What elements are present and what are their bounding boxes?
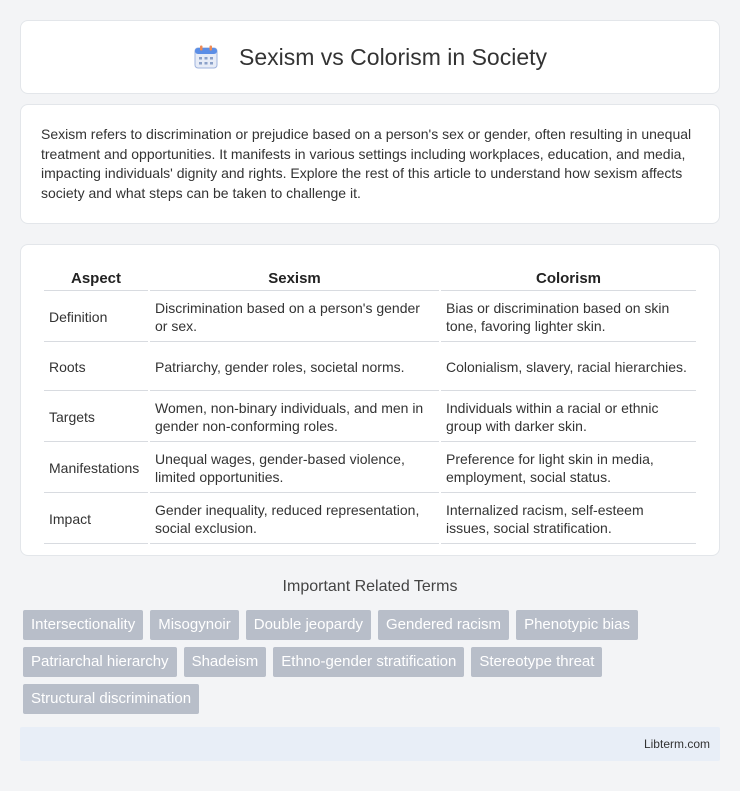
row-aspect: Impact: [44, 495, 148, 544]
related-term-tag[interactable]: Shadeism: [184, 647, 267, 677]
header-card: [20, 20, 720, 94]
page-title: Sexism vs Colorism in Society: [238, 43, 548, 70]
calendar-icon: [193, 44, 219, 70]
related-term-tag[interactable]: Gendered racism: [378, 610, 509, 640]
related-term-tag[interactable]: Misogynoir: [150, 610, 239, 640]
row-aspect: Roots: [44, 344, 148, 391]
column-header-colorism: Colorism: [441, 267, 696, 291]
related-term-tag[interactable]: Structural discrimination: [23, 684, 199, 714]
row-colorism: Colonialism, slavery, racial hierarchies.: [441, 344, 696, 391]
row-aspect: Targets: [44, 393, 148, 442]
column-header-aspect: Aspect: [44, 267, 148, 291]
related-term-tag[interactable]: Intersectionality: [23, 610, 143, 640]
row-colorism: Preference for light skin in media, employment, social status.: [441, 444, 696, 493]
related-terms-title: Important Related Terms: [282, 578, 458, 595]
table-row: [44, 293, 696, 342]
row-aspect: Manifestations: [44, 444, 148, 493]
related-term-tag[interactable]: Ethno-gender stratification: [273, 647, 464, 677]
row-sexism: Women, non-binary individuals, and men in gender non-conforming roles.: [150, 393, 439, 442]
comparison-table-card: [20, 244, 720, 556]
row-colorism: Individuals within a racial or ethnic group with darker skin.: [441, 393, 696, 442]
intro-text: Sexism refers to discrimination or prejudice based on a person's sex or gender, often resulting in unequal treatment and opportunities. It manifests in various settings including workplaces, education, and media, impacting individuals' dignity and rights. Explore the rest of this article to understand how sexism affects society and what steps can be taken to challenge it.: [41, 126, 692, 201]
row-sexism: Discrimination based on a person's gender or sex.: [150, 293, 439, 342]
footer: [20, 727, 720, 761]
table-row: [44, 495, 696, 544]
column-header-sexism: Sexism: [150, 267, 439, 291]
related-term-tag[interactable]: Phenotypic bias: [516, 610, 638, 640]
table-row: [44, 344, 696, 391]
row-sexism: Unequal wages, gender-based violence, limited opportunities.: [150, 444, 439, 493]
related-term-tag[interactable]: Patriarchal hierarchy: [23, 647, 177, 677]
row-colorism: Bias or discrimination based on skin tone, favoring lighter skin.: [441, 293, 696, 342]
related-term-tag[interactable]: Double jeopardy: [246, 610, 371, 640]
related-term-tag[interactable]: Stereotype threat: [471, 647, 602, 677]
row-colorism: Internalized racism, self-esteem issues, social stratification.: [441, 495, 696, 544]
related-terms-list: [23, 610, 723, 721]
table-row: [44, 393, 696, 442]
comparison-table: [42, 265, 698, 546]
row-sexism: Patriarchy, gender roles, societal norms.: [150, 344, 439, 391]
intro-card: [20, 104, 720, 224]
table-row: [44, 444, 696, 493]
footer-site-link[interactable]: Libterm.com: [643, 737, 710, 751]
row-sexism: Gender inequality, reduced representation, social exclusion.: [150, 495, 439, 544]
row-aspect: Definition: [44, 293, 148, 342]
